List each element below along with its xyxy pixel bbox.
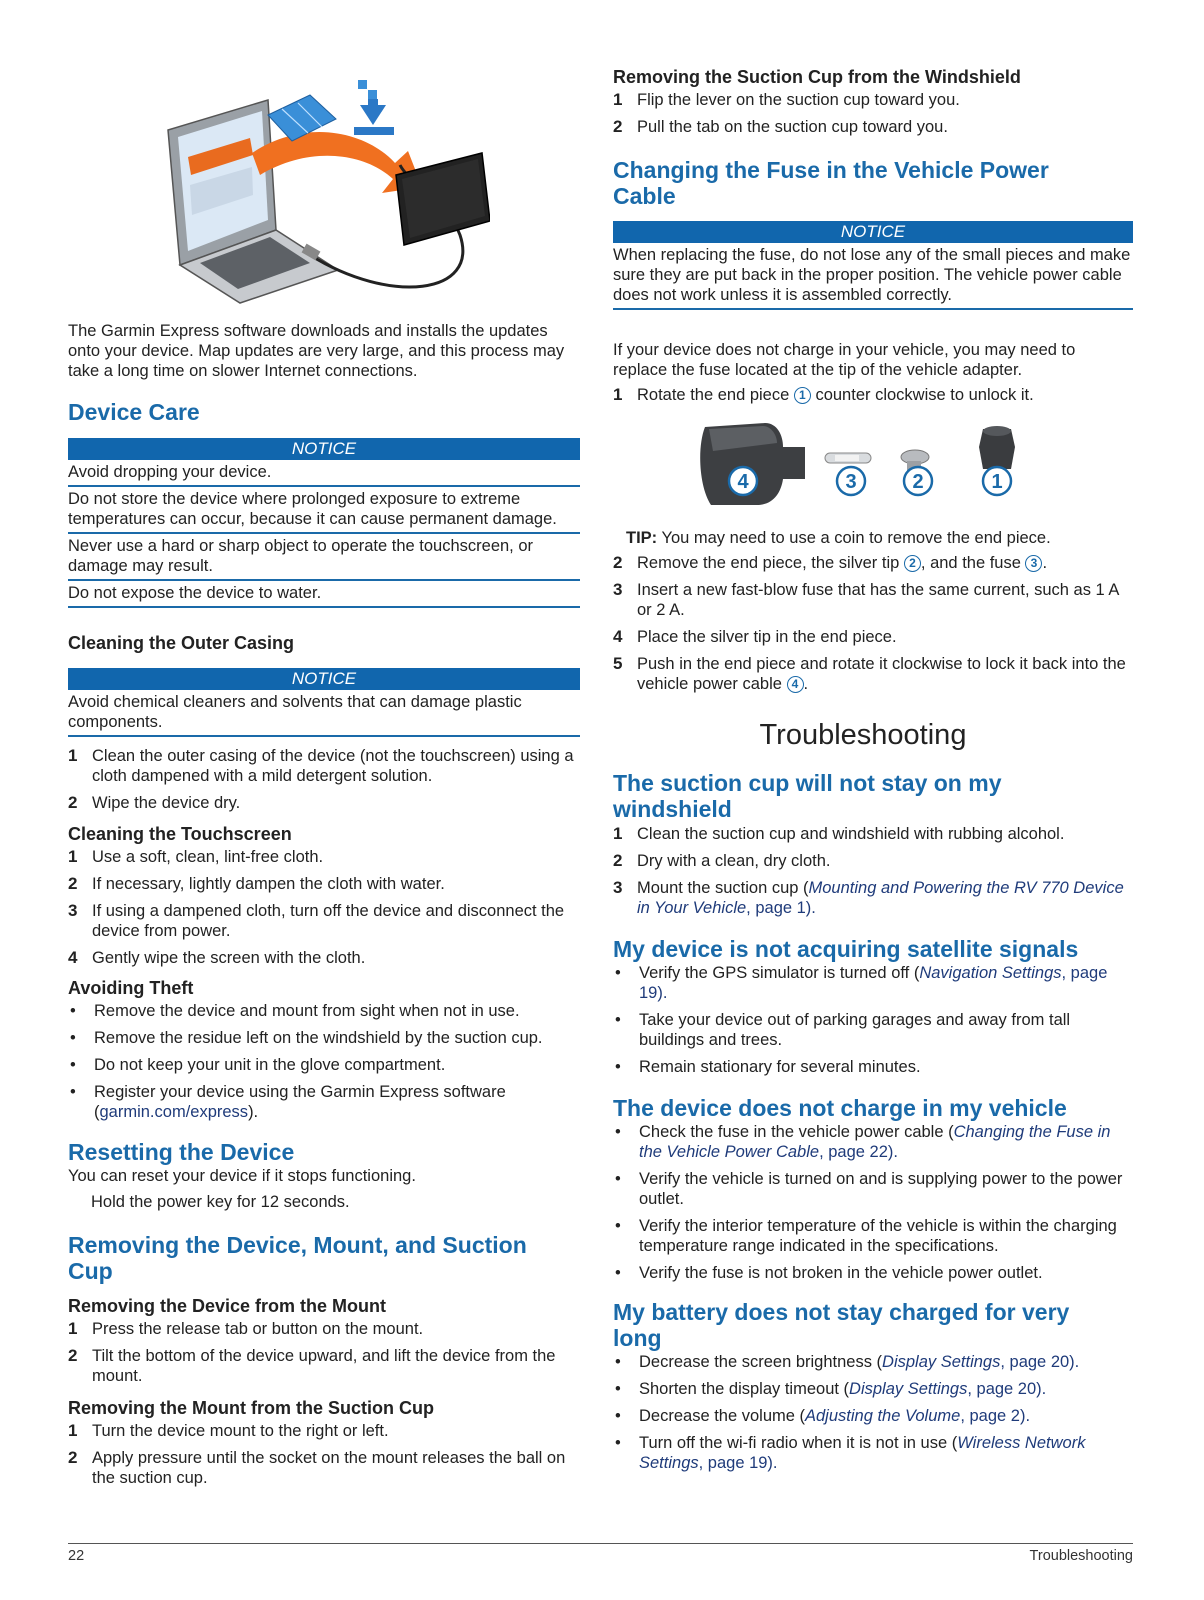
step-item: 3 If using a dampened cloth, turn off the device and disconnect the device from power. <box>68 901 565 940</box>
changing-fuse-link[interactable]: Changing the Fuse in the Vehicle Power Cable <box>639 1123 1111 1161</box>
step-item: 2 If necessary, lightly dampen the cloth with water. <box>68 874 445 893</box>
list-item: • Decrease the volume (Adjusting the Volume, page 2). <box>615 1407 1031 1425</box>
outer-casing-heading: Cleaning the Outer Casing <box>68 633 295 653</box>
notice-label: NOTICE <box>68 668 580 690</box>
list-item: • Verify the GPS simulator is turned off (Navigation Settings, page 19). <box>615 964 1108 1002</box>
list-item: • Verify the vehicle is turned on and is supplying power to the power outlet. <box>615 1170 1123 1208</box>
notice-item: Never use a hard or sharp object to operate the touchscreen, or damage may result. <box>68 534 580 581</box>
wireless-network-settings-link[interactable]: Wireless Network Settings <box>639 1434 1086 1472</box>
satellite-list <box>613 963 1133 1084</box>
adjusting-volume-link[interactable]: Adjusting the Volume <box>805 1407 961 1425</box>
display-settings-link[interactable]: Display Settings <box>882 1353 1001 1371</box>
list-item: • Register your device using the Garmin Express software (garmin.com/express). <box>70 1083 506 1121</box>
fuse-parts-illustration <box>685 417 1065 517</box>
charge-list <box>613 1122 1133 1290</box>
callout-1-icon <box>983 467 1011 495</box>
step-item: 4 Gently wipe the screen with the cloth. <box>68 948 366 967</box>
suction-steps <box>613 824 1133 925</box>
callout-4-icon <box>729 467 757 495</box>
step-item: 3 Mount the suction cup (Mounting and Powering the RV 770 Device in Your Vehicle, page 1). <box>613 878 1124 917</box>
charge-heading: The device does not charge in my vehicle <box>613 1095 1067 1121</box>
step-item: 1 Flip the lever on the suction cup toward you. <box>613 90 960 109</box>
step-item: 2 Dry with a clean, dry cloth. <box>613 851 831 870</box>
resetting-step: Hold the power key for 12 seconds. <box>91 1193 350 1211</box>
notice-item: Avoid chemical cleaners and solvents that can damage plastic components. <box>68 690 580 737</box>
callout-1-icon: 1 <box>794 387 811 404</box>
list-item: • Check the fuse in the vehicle power cable (Changing the Fuse in the Vehicle Power Cable, page 22). <box>615 1123 1111 1161</box>
svg-text:2: 2 <box>912 471 924 493</box>
battery-list <box>613 1352 1133 1480</box>
step-item: 3 Insert a new fast-blow fuse that has the same current, such as 1 A or 2 A. <box>613 580 1119 619</box>
step-item: 4 Place the silver tip in the end piece. <box>613 627 897 646</box>
callout-2-icon <box>904 467 932 495</box>
step-item: 1 Rotate the end piece 1 counter clockwise to unlock it. <box>613 385 1034 404</box>
svg-text:4: 4 <box>737 471 749 493</box>
resetting-text: You can reset your device if it stops functioning. <box>68 1167 416 1185</box>
removing-from-mount-steps <box>68 1319 580 1393</box>
callout-3-icon: 3 <box>1025 555 1042 572</box>
removing-mount-steps <box>68 1421 580 1495</box>
step-item: 2 Wipe the device dry. <box>68 793 241 812</box>
device-care-notice <box>68 438 580 608</box>
step-item: 2 Pull the tab on the suction cup toward you. <box>613 117 948 136</box>
removing-heading: Removing the Device, Mount, and Suction Cup <box>68 1232 527 1284</box>
garmin-express-link[interactable]: garmin.com/express <box>99 1103 249 1121</box>
fuse-step-1 <box>613 385 1133 412</box>
step-item: 2 Remove the end piece, the silver tip 2 , and the fuse 3 . <box>613 553 1048 572</box>
notice-item: Do not store the device where prolonged exposure to extreme temperatures can occur, because it can cause permanent damage. <box>68 487 580 534</box>
display-settings-link[interactable]: Display Settings <box>849 1380 968 1398</box>
touchscreen-heading: Cleaning the Touchscreen <box>68 824 292 844</box>
navigation-settings-link[interactable]: Navigation Settings <box>919 964 1062 982</box>
mounting-link[interactable]: Mounting and Powering the RV 770 Device in Your Vehicle <box>637 879 1124 917</box>
list-item: • Shorten the display timeout (Display Settings, page 20). <box>615 1380 1047 1398</box>
page-footer <box>68 1543 1133 1564</box>
fuse-notice <box>613 221 1133 310</box>
svg-text:1: 1 <box>991 471 1003 493</box>
step-item: 1 Clean the outer casing of the device (not the touchscreen) using a cloth dampened with a mild detergent solution. <box>68 746 574 785</box>
avoiding-theft-list <box>68 1001 580 1129</box>
notice-label: NOTICE <box>68 438 580 460</box>
step-item: 2 Apply pressure until the socket on the mount releases the ball on the suction cup. <box>68 1448 566 1487</box>
callout-3-icon <box>837 467 865 495</box>
step-item: 5 Push in the end piece and rotate it clockwise to lock it back into the vehicle power cable 4 . <box>613 654 1126 693</box>
touchscreen-steps <box>68 847 580 975</box>
removing-from-mount-heading: Removing the Device from the Mount <box>68 1296 387 1316</box>
notice-item: Avoid dropping your device. <box>68 460 580 487</box>
removing-mount-heading: Removing the Mount from the Suction Cup <box>68 1398 434 1418</box>
list-item: • Remain stationary for several minutes. <box>615 1058 921 1076</box>
page-number: 22 <box>68 1548 85 1564</box>
suction-heading: The suction cup will not stay on my windshield <box>613 770 1002 822</box>
windshield-heading: Removing the Suction Cup from the Windshield <box>613 67 1021 87</box>
list-item: • Turn off the wi-fi radio when it is not in use (Wireless Network Settings, page 19). <box>615 1434 1086 1472</box>
step-item: 1 Turn the device mount to the right or left. <box>68 1421 389 1440</box>
fuse-tip: TIP: You may need to use a coin to remove the end piece. <box>626 529 1051 547</box>
garmin-express-illustration <box>160 75 490 305</box>
windshield-steps <box>613 90 1133 144</box>
troubleshooting-title: Troubleshooting <box>759 719 967 751</box>
avoiding-theft-heading: Avoiding Theft <box>68 978 194 998</box>
outer-casing-steps <box>68 746 580 820</box>
list-item: • Decrease the screen brightness (Display Settings, page 20). <box>615 1353 1080 1371</box>
notice-item: When replacing the fuse, do not lose any of the small pieces and make sure they are put back in the proper position. The vehicle power cable does not work unless it is assembled correctly. <box>613 243 1133 310</box>
device-care-heading: Device Care <box>68 399 200 425</box>
list-item: • Remove the device and mount from sight when not in use. <box>70 1002 520 1020</box>
svg-text:3: 3 <box>845 471 857 493</box>
list-item: • Verify the interior temperature of the vehicle is within the charging temperature range indicated in the specifications. <box>615 1217 1117 1255</box>
list-item: • Remove the residue left on the windshield by the suction cup. <box>70 1029 543 1047</box>
callout-2-icon: 2 <box>904 555 921 572</box>
footer-section-name: Troubleshooting <box>1029 1548 1133 1564</box>
fuse-intro: If your device does not charge in your vehicle, you may need to replace the fuse located at the tip of the vehicle adapter. <box>613 341 1076 379</box>
fuse-steps <box>613 553 1133 701</box>
step-item: 1 Press the release tab or button on the mount. <box>68 1319 424 1338</box>
callout-4-icon: 4 <box>787 676 804 693</box>
list-item: • Verify the fuse is not broken in the vehicle power outlet. <box>615 1264 1043 1282</box>
step-item: 1 Use a soft, clean, lint-free cloth. <box>68 847 324 866</box>
notice-label: NOTICE <box>613 221 1133 243</box>
list-item: • Do not keep your unit in the glove compartment. <box>70 1056 446 1074</box>
notice-item: Do not expose the device to water. <box>68 581 580 608</box>
outer-casing-notice <box>68 668 580 737</box>
resetting-heading: Resetting the Device <box>68 1139 295 1165</box>
list-item: • Take your device out of parking garages and away from tall buildings and trees. <box>615 1011 1071 1049</box>
satellite-heading: My device is not acquiring satellite signals <box>613 936 1079 962</box>
battery-heading: My battery does not stay charged for very long <box>613 1299 1070 1351</box>
fuse-heading: Changing the Fuse in the Vehicle Power Cable <box>613 157 1049 209</box>
step-item: 2 Tilt the bottom of the device upward, and lift the device from the mount. <box>68 1346 556 1385</box>
step-item: 1 Clean the suction cup and windshield with rubbing alcohol. <box>613 824 1065 843</box>
intro-paragraph: The Garmin Express software downloads and installs the updates onto your device. Map updates are very large, and this process may take a long time on slower Internet connections. <box>68 322 565 380</box>
